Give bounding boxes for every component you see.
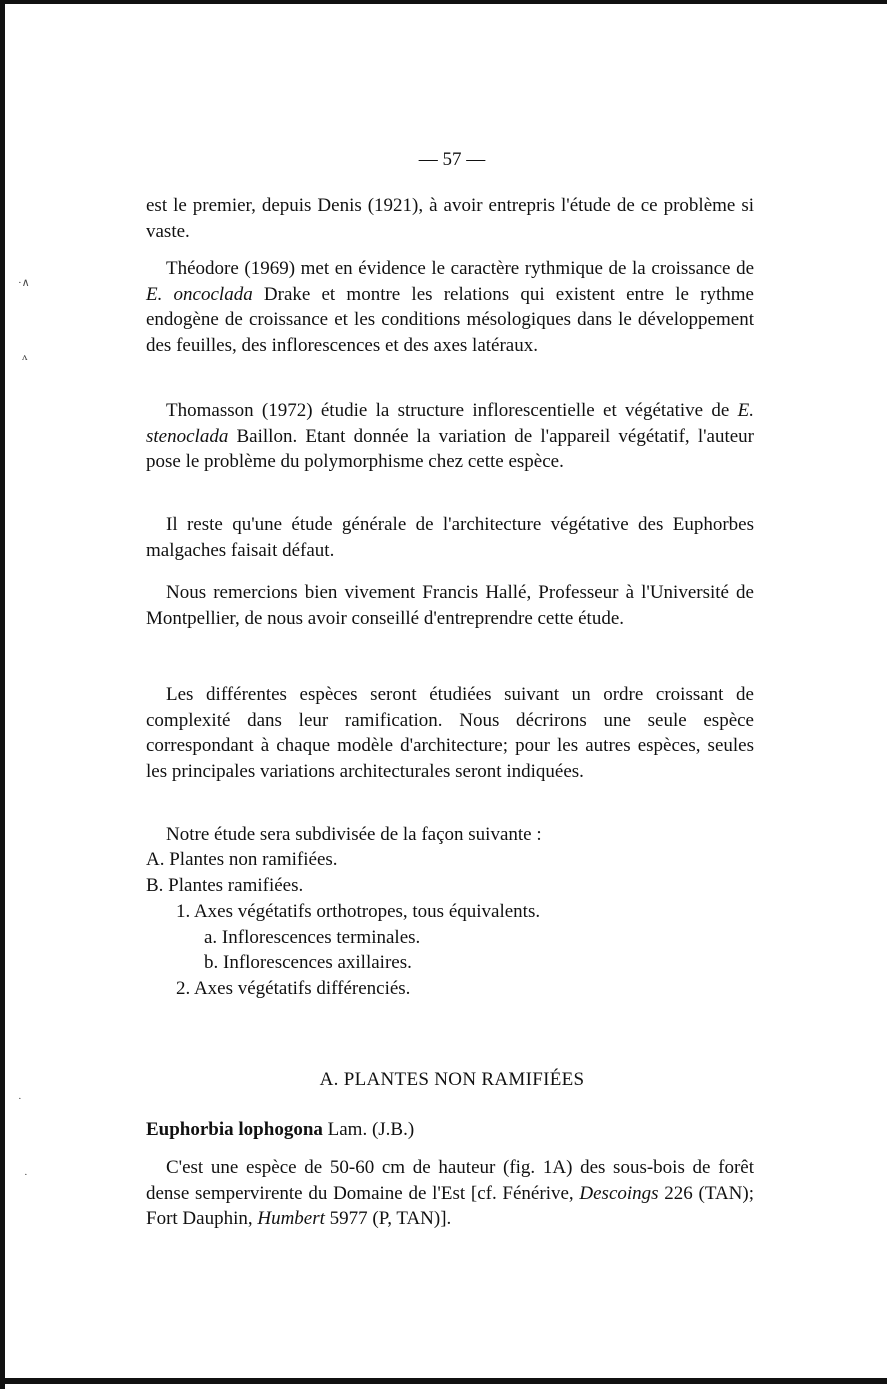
paragraph-6 [146, 682, 754, 784]
outline-item-b2: 2. Axes végétatifs différenciés. [176, 978, 411, 999]
collector-descoings: Descoings [579, 1182, 659, 1204]
species-heading [146, 1117, 414, 1143]
page-number: — 57 — [418, 149, 486, 170]
margin-mark: ·∧ [18, 277, 30, 289]
margin-mark: ᴧ [22, 351, 28, 363]
paragraph-1-text: est le premier, depuis Denis (1921), à avoir entrepris l'étude de ce problème si vaste. [146, 195, 754, 242]
paragraph-3 [146, 398, 754, 475]
paragraph-2 [146, 256, 754, 358]
page-edge-bottom [0, 1378, 887, 1384]
paragraph-4 [146, 512, 754, 563]
outline-item-b1a: a. Inflorescences terminales. [204, 927, 421, 948]
page-edge-left [0, 0, 5, 1389]
species-description-text-c: 5977 (P, TAN)]. [324, 1208, 452, 1230]
outline-item-b1: 1. Axes végétatifs orthotropes, tous équivalents. [176, 901, 541, 922]
species-description-text-b: 226 (TAN); Fort Dauphin, [146, 1182, 754, 1230]
paragraph-3-text-a: Thomasson (1972) étudie la structure inflorescentielle et végétative de [166, 400, 738, 421]
species-e-stenoclada: E. stenoclada [146, 400, 754, 447]
paragraph-2-text-a: Théodore (1969) met en évidence le caractère rythmique de la croissance de [166, 258, 754, 279]
paragraph-6-text: Les différentes espèces seront étudiées suivant un ordre croissant de complexité dans leur ramification. Nous décrirons une seule espèce correspondant à chaque modèle d'architecture; pour les autres espèces, seules les principales variations architecturales seront indiquées. [146, 684, 754, 782]
section-heading: A. PLANTES NON RAMIFIÉES [319, 1069, 585, 1090]
collector-humbert: Humbert [257, 1208, 325, 1230]
species-name: Euphorbia lophogona [146, 1119, 323, 1140]
species-e-oncoclada: E. oncoclada [146, 283, 253, 305]
paragraph-1 [146, 193, 754, 244]
species-description [146, 1155, 754, 1232]
page-edge-top [0, 0, 887, 4]
paragraph-5-text: Nous remercions bien vivement Francis Hallé, Professeur à l'Université de Montpellier, de nous avoir conseillé d'entreprendre cette étude. [146, 582, 754, 629]
margin-mark: · [18, 1093, 22, 1105]
paragraph-2-text-b: Drake et montre les relations qui existent entre le rythme endogène de croissance et les conditions mésologiques dans le développement des feuilles, des inflorescences et des axes latéraux. [146, 283, 754, 356]
outline-item-b: B. Plantes ramifiées. [146, 875, 304, 896]
outline-item-b1b: b. Inflorescences axillaires. [204, 952, 412, 973]
paragraph-4-text: Il reste qu'une étude générale de l'architecture végétative des Euphorbes malgaches faisait défaut. [146, 514, 754, 561]
outline-intro: Notre étude sera subdivisée de la façon suivante : [166, 824, 542, 845]
species-author: Lam. (J.B.) [322, 1119, 415, 1140]
paragraph-5 [146, 580, 754, 631]
species-description-text-a: C'est une espèce de 50-60 cm de hauteur (fig. 1A) des sous-bois de forêt dense sempervirente du Domaine de l'Est [cf. Fénérive, [146, 1157, 754, 1204]
paragraph-3-text-b: Baillon. Etant donnée la variation de l'appareil végétatif, l'auteur pose le problème du polymorphisme chez cette espèce. [146, 425, 754, 473]
outline-item-a: A. Plantes non ramifiées. [146, 849, 338, 870]
margin-mark: · [24, 1169, 28, 1181]
